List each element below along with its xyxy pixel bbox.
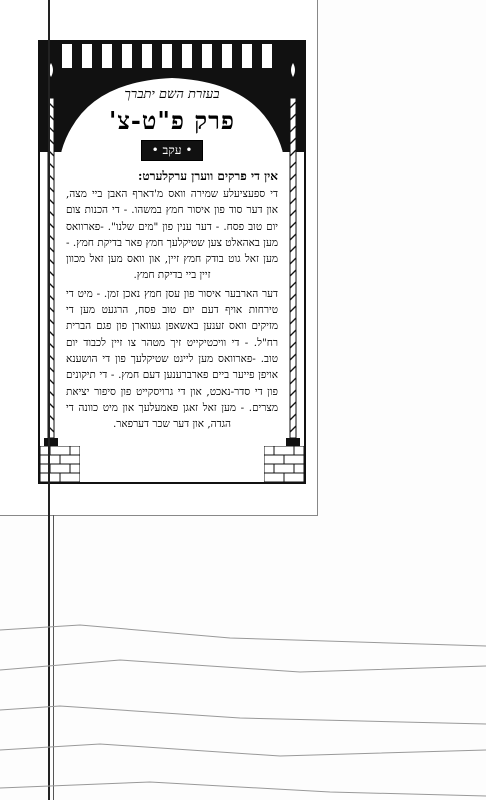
summary-paragraph-2: דער הארבער איסור פון עסן חמץ נאכן זמן. - מיט די טירחות אויף דעם יום טוב פסח, הרגעט מען די מזיקים וואס זענען באשאפן געווארן פון פגם הברית רח"ל. - די וויכטיקייט זיך מטהר צו זיין לכבוד יום טוב. -פארוואס מען לייגט שטיקלעך פון די הושענא אויפן פייער ביים פארברענען דעם חמץ. - די תיקונים פון די סדר-נאכט, און די גרויסקייט פון סיפור יציאת מצרים. - מען זאל זאגן פאמעלעך און מיט כוונה די הגדה, און דער שכר דערפאר. [66, 287, 278, 431]
section-subheading: אין די פרקים ווערן ערקלערט: [138, 169, 278, 183]
left-pillar-icon [42, 42, 60, 482]
page-edge-lines [0, 600, 486, 800]
parasha-badge: • עקב • [141, 140, 204, 161]
summary-paragraph-1: די ספעציעלע שמירה וואס מ'דארף האבן ביי מצה, און דער סוד פון איסור חמץ במשהו. - די הכנות צום יום טוב פסח. - דער ענין פון "מים שלנו". -פארוואס מען באהאלט צען שטיקלעך חמץ פאר בדיקת חמץ. - מען זאל גוט בודק חמץ זיין, און וואס מען זאל מכוון זיין ביי בדיקת חמץ. [66, 188, 278, 282]
page-content [66, 84, 278, 442]
page-title: פרק פ"ט-צ' [109, 106, 235, 135]
header-blessing: בעזרת השם יתברך [124, 87, 220, 102]
brick-wall-icon [264, 446, 304, 482]
right-pillar-icon [284, 42, 302, 482]
brick-wall-icon [40, 446, 80, 482]
decorative-frame [38, 40, 306, 484]
